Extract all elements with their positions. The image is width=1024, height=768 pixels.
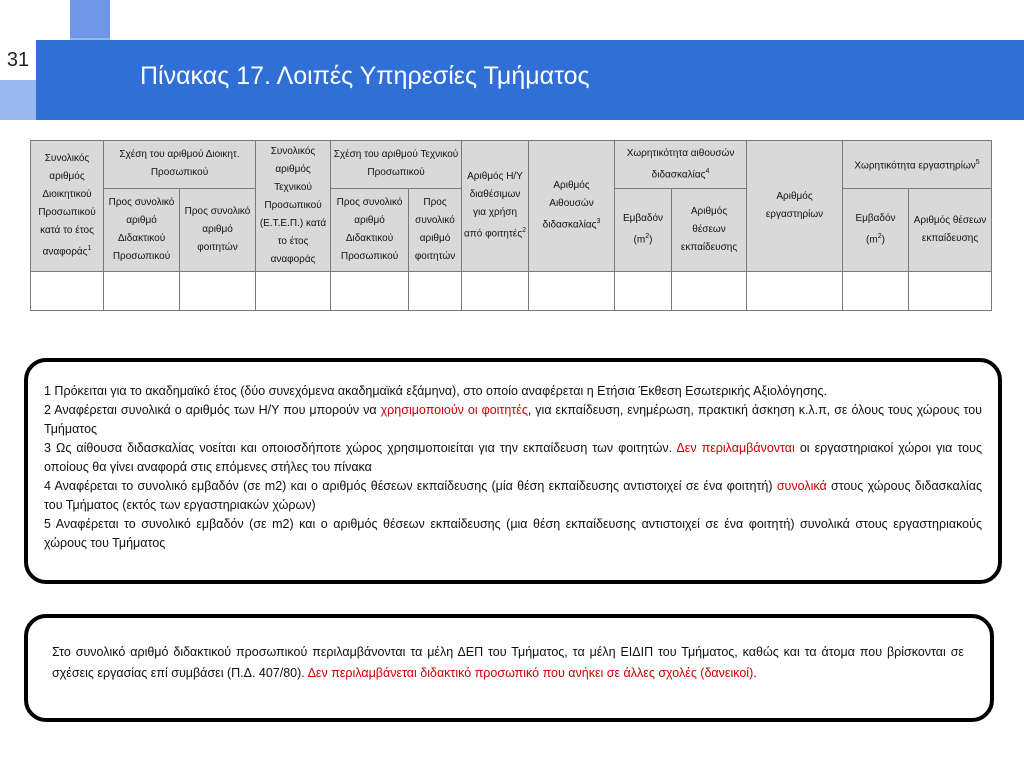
services-table-container (30, 140, 991, 311)
table-cell[interactable] (104, 272, 180, 311)
slide-title: Πίνακας 17. Λοιπές Υπηρεσίες Τμήματος (140, 62, 590, 90)
header-pc-count: Αριθμός Η/Υ διαθέσιμων για χρήση από φοιτητές$^2$ (462, 141, 529, 272)
header-tech-total: Συνολικός αριθμός Τεχνικού Προσωπικού (Ε.Τ.Ε.Π.) κατά το έτος αναφοράς (256, 141, 331, 272)
table-cell[interactable] (180, 272, 256, 311)
table-cell[interactable] (909, 272, 992, 311)
header-room-seats: Αριθμός θέσεων εκπαίδευσης (672, 188, 747, 271)
table-cell[interactable] (672, 272, 747, 311)
services-table (30, 140, 992, 311)
header-admin-relation: Σχέση του αριθμού Διοικητ. Προσωπικού (104, 141, 256, 189)
footnotes-box (24, 358, 1002, 584)
header-rooms-count: Αριθμός Αιθουσών διδασκαλίας$^3$ (529, 141, 615, 272)
table-cell[interactable] (331, 272, 409, 311)
table-cell[interactable] (529, 272, 615, 311)
footnote-3: 3 Ως αίθουσα διδασκαλίας νοείται και οποιοσδήποτε χώρος χρησιμοποιείται για την εκπαίδευση των φοιτητών. Δεν περιλαμβάνονται οι εργαστηριακοί χώροι για τους οποίους θα γίνει αναφορά στις επόμενες στήλες του πίνακα (44, 441, 982, 474)
table-cell[interactable] (31, 272, 104, 311)
slide-number: 31 (0, 40, 38, 80)
header-room-capacity: Χωρητικότητα αιθουσών διδασκαλίας$^4$ (615, 141, 747, 189)
table-cell[interactable] (256, 272, 331, 311)
decor-square (0, 80, 36, 120)
footnote-2: 2 Αναφέρεται συνολικά ο αριθμός των Η/Υ που μπορούν να χρησιμοποιούν οι φοιτητές, για εκπαίδευση, ενημέρωση, πρακτική άσκηση κ.λ.π, σε όλους τους χώρους του Τμήματος (44, 403, 982, 436)
header-tech-to-students: Προς συνολικό αριθμό φοιτητών (409, 188, 462, 271)
table-row (31, 272, 992, 311)
header-tech-to-teaching: Προς συνολικό αριθμό Διδακτικού Προσωπικού (331, 188, 409, 271)
table-cell[interactable] (747, 272, 843, 311)
table-cell[interactable] (409, 272, 462, 311)
footnote-4: 4 Αναφέρεται το συνολικό εμβαδόν (σε m2) και ο αριθμός θέσεων εκπαίδευσης (μία θέση εκπαίδευσης αντιστοιχεί σε ένα φοιτητή) συνολικά στους χώρους διδασκαλίας του Τμήματος (εκτός των εργαστηριακών χώρων) (44, 479, 982, 512)
table-cell[interactable] (615, 272, 672, 311)
table-cell[interactable] (843, 272, 909, 311)
header-lab-seats: Αριθμός θέσεων εκπαίδευσης (909, 188, 992, 271)
footnote-1: 1 Πρόκειται για το ακαδημαϊκό έτος (δύο συνεχόμενα ακαδημαϊκά εξάμηνα), στο οποίο αναφέρεται η Ετήσια Έκθεση Εσωτερικής Αξιολόγησης. (44, 384, 827, 398)
header-lab-area: Εμβαδόν $(m^2)$ (843, 188, 909, 271)
header-admin-to-students: Προς συνολικό αριθμό φοιτητών (180, 188, 256, 271)
footnote-5: 5 Αναφέρεται το συνολικό εμβαδόν (σε m2) και ο αριθμός θέσεων εκπαίδευσης (μια θέση εκπαίδευσης αντιστοιχεί σε ένα φοιτητή) συνολικά στους εργαστηριακούς χώρους του Τμήματος (44, 517, 982, 550)
teaching-staff-note-box (24, 614, 994, 722)
teaching-staff-note: Στο συνολικό αριθμό διδακτικού προσωπικού περιλαμβάνονται τα μέλη ΔΕΠ του Τμήματος, τα μέλη ΕΙΔΙΠ του Τμήματος, καθώς και τα άτομα που βρίσκονται σε σχέσεις εργασίας επί συμβάσει (Π.Δ. 407/80). Δεν περιλαμβάνεται διδακτικό προσωπικό που ανήκει σε άλλες σχολές (δανεικοί). (52, 645, 964, 680)
header-labs-count: Αριθμός εργαστηρίων (747, 141, 843, 272)
table-cell[interactable] (462, 272, 529, 311)
header-room-area: Εμβαδόν $(m^2)$ (615, 188, 672, 271)
header-lab-capacity: Χωρητικότητα εργαστηρίων$^5$ (843, 141, 992, 189)
decor-square (70, 0, 110, 38)
header-admin-total: Συνολικός αριθμός Διοικητικού Προσωπικού κατά το έτος αναφοράς$^1$ (31, 141, 104, 272)
header-admin-to-teaching: Προς συνολικό αριθμό Διδακτικού Προσωπικού (104, 188, 180, 271)
header-tech-relation: Σχέση του αριθμού Τεχνικού Προσωπικού (331, 141, 462, 189)
